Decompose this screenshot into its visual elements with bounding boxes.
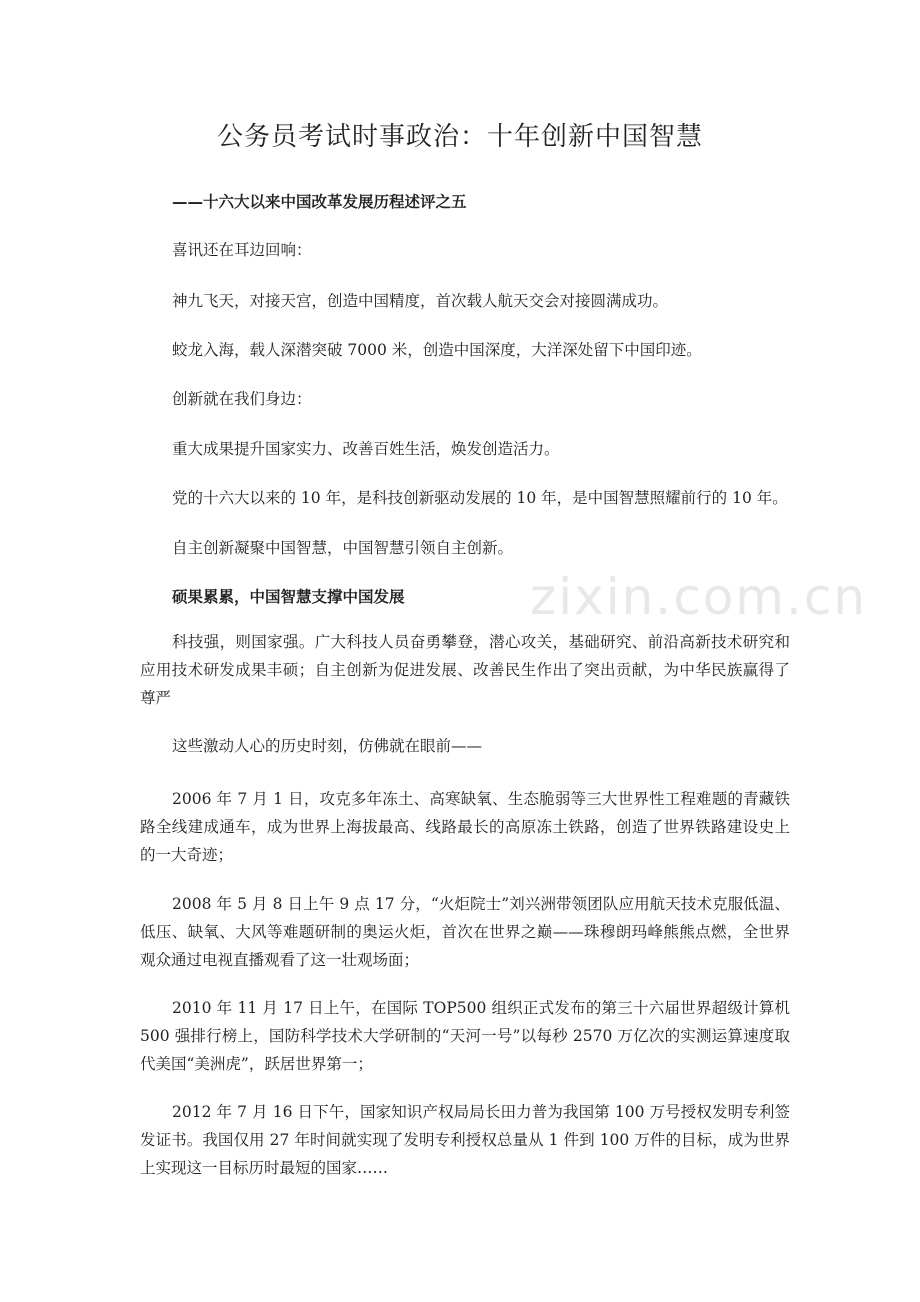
intro-line-4: 创新就在我们身边： [172,390,312,408]
body-paragraph: 2008 年 5 月 8 日上午 9 点 17 分，“火炬院士”刘兴洲带领团队应用航天技术克服低温、低压、缺氧、大风等难题研制的奥运火炬，首次在世界之巅——珠穆朗玛峰熊熊点燃，全世界观众通过电视直播观看了这一壮观场面； [140,895,790,969]
body-paragraph: 2012 年 7 月 16 日下午，国家知识产权局局长田力普为我国第 100 万号授权发明专利签发证书。我国仅用 27 年时间就实现了发明专利授权总量从 1 件到 100 万件的目标，成为世界上实现这一目标历时最短的国家…… [140,1103,790,1177]
intro-line-7: 自主创新凝聚中国智慧，中国智慧引领自主创新。 [172,539,514,557]
intro-line-6: 党的十六大以来的 10 年，是科技创新驱动发展的 10 年，是中国智慧照耀前行的 10 年。 [172,489,788,507]
intro-line-3: 蛟龙入海，载人深潜突破 7000 米，创造中国深度，大洋深处留下中国印迹。 [172,341,702,359]
document-title: 公务员考试时事政治：十年创新中国智慧 [216,122,703,152]
intro-line-2: 神九飞天，对接天宫，创造中国精度，首次载人航天交会对接圆满成功。 [172,292,669,310]
section-heading: 硕果累累，中国智慧支撑中国发展 [172,588,405,606]
body-paragraph: 这些激动人心的历史时刻，仿佛就在眼前—— [172,737,483,755]
intro-line-5: 重大成果提升国家实力、改善百姓生活，焕发创造活力。 [172,440,560,458]
intro-line-1: 喜讯还在耳边回响： [172,241,312,259]
body-paragraph: 2006 年 7 月 1 日，攻克多年冻土、高寒缺氧、生态脆弱等三大世界性工程难题的青藏铁路全线建成通车，成为世界上海拔最高、线路最长的高原冻土铁路，创造了世界铁路建设史上的一大奇迹； [140,790,790,864]
document-subtitle: ——十六大以来中国改革发展历程述评之五 [172,193,467,211]
body-paragraph: 科技强，则国家强。广大科技人员奋勇攀登，潜心攻关，基础研究、前沿高新技术研究和应用技术研发成果丰硕；自主创新为促进发展、改善民生作出了突出贡献，为中华民族赢得了尊严 [140,633,790,707]
watermark: zixin.com.cn [530,568,868,626]
body-paragraph: 2010 年 11 月 17 日上午，在国际 TOP500 组织正式发布的第三十六届世界超级计算机 500 强排行榜上，国防科学技术大学研制的“天河一号”以每秒 2570 万亿次的实测运算速度取代美国“美洲虎”，跃居世界第一； [140,999,790,1073]
